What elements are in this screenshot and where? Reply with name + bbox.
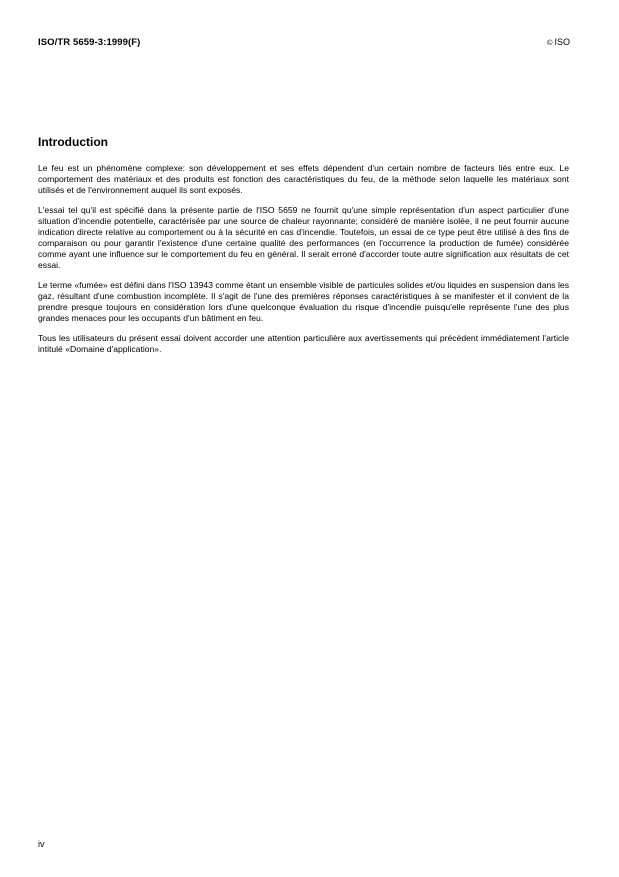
copyright-owner: ISO bbox=[554, 37, 570, 47]
paragraph-3: Le terme «fumée» est défini dans l'ISO 13943 comme étant un ensemble visible de particules solides et/ou liquides en suspension dans les gaz, résultant d'une combustion incomplète. Il s'agit de l'une des premières réponses caractéristiques à se manifester et il convient de la prendre presque toujours en considération lors d'une quelconque évaluation du risque d'incendie puisqu'elle représente l'une des plus grandes menaces pour les occupants d'un bâtiment en feu. bbox=[38, 280, 569, 323]
copyright-icon: © bbox=[546, 37, 553, 47]
paragraph-2: L'essai tel qu'il est spécifié dans la présente partie de l'ISO 5659 ne fournit qu'une simple représentation d'un aspect particulier d'une situation d'incendie potentielle, caractérisée par une source de chaleur rayonnante; considéré de manière isolée, il ne peut fournir aucune indication directe relative au comportement ou à la sécurité en cas d'incendie. Toutefois, un essai de ce type peut être utilisé à des fins de comparaison ou pour garantir l'existence d'une certaine qualité des performances (en l'occurrence la production de fumée) considérée comme ayant une influence sur le comportement du feu en général. Il serait erroné d'accorder toute autre signification aux résultats de cet essai. bbox=[38, 205, 569, 270]
document-id: ISO/TR 5659-3:1999(F) bbox=[38, 37, 141, 48]
main-content bbox=[38, 135, 569, 364]
copyright-notice bbox=[547, 37, 570, 47]
section-title: Introduction bbox=[38, 135, 108, 149]
paragraph-4: Tous les utilisateurs du présent essai doivent accorder une attention particulière aux avertissements qui précèdent immédiatement l'article intitulé «Domaine d'application». bbox=[38, 333, 569, 354]
paragraph-1: Le feu est un phénomène complexe: son développement et ses effets dépendent d'un certain nombre de facteurs liés entre eux. Le comportement des matériaux et des produits est fonction des caractéristiques du feu, de la méthode selon laquelle les matériaux sont utilisés et de l'environnement auquel ils sont exposés. bbox=[38, 163, 569, 195]
page-number: iv bbox=[38, 839, 45, 849]
